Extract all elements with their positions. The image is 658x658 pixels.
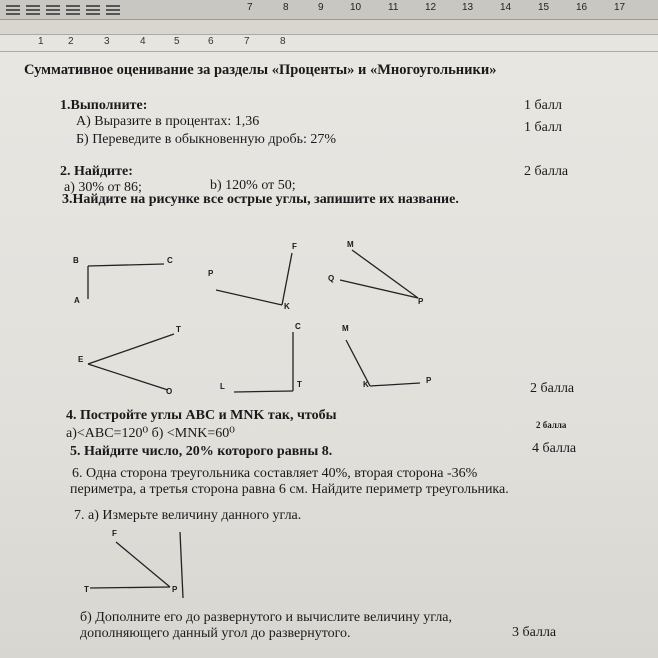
q1-b: Б) Переведите в обыкновенную дробь: 27% xyxy=(76,132,337,147)
angles-figure xyxy=(0,52,658,658)
ruler-top-number: 8 xyxy=(283,2,289,13)
ruler-top-number: 10 xyxy=(350,2,362,13)
align-left-icon[interactable] xyxy=(6,5,20,15)
point-label: E xyxy=(78,355,84,364)
point-label: L xyxy=(220,382,225,391)
q7-b1: б) Дополните его до развернутого и вычислите величину угла, xyxy=(80,610,453,625)
q7-line1: 7. а) Измерьте величину данного угла. xyxy=(74,508,302,523)
horizontal-ruler[interactable] xyxy=(0,34,658,52)
ruler-top-number: 17 xyxy=(614,2,626,13)
q2-b: b) 120% от 50; xyxy=(210,178,296,193)
ruler-top-number: 12 xyxy=(425,2,437,13)
ruler-top-number: 7 xyxy=(247,2,253,13)
align-center-icon[interactable] xyxy=(26,5,40,15)
point-label: Q xyxy=(328,274,335,283)
list-icon[interactable] xyxy=(86,5,100,15)
point-label: P xyxy=(208,269,214,278)
point-label: T xyxy=(297,380,302,389)
align-right-icon[interactable] xyxy=(46,5,60,15)
q2-a: а) 30% от 86; xyxy=(64,180,142,195)
indent-icon[interactable] xyxy=(106,5,120,15)
point-label: C xyxy=(295,322,301,331)
point-label: K xyxy=(284,302,290,311)
point-label: P xyxy=(172,585,178,594)
q4-line: а)<ABC=120⁰ б) <MNK=60⁰ xyxy=(66,426,235,441)
point-label: F xyxy=(112,529,117,538)
ruler-number: 3 xyxy=(104,36,110,47)
q1-header: 1.Выполните: xyxy=(60,98,148,113)
q3-score: 2 балла xyxy=(530,381,575,396)
q2-score: 2 балла xyxy=(524,164,569,179)
ruler-number: 4 xyxy=(140,36,146,47)
ruler-number: 6 xyxy=(208,36,214,47)
ruler-number: 1 xyxy=(38,36,44,47)
q4-score: 2 балла xyxy=(536,420,567,430)
q4-header: 4. Постройте углы АВС и МNK так, чтобы xyxy=(66,408,337,423)
q7-score: 3 балла xyxy=(512,625,557,640)
q6-line1: 6. Одна сторона треугольника составляет 40%, вторая сторона -36% xyxy=(72,466,478,481)
ruler-number: 7 xyxy=(244,36,250,47)
ruler-top-number: 16 xyxy=(576,2,588,13)
q1-a: А) Выразите в процентах: 1,36 xyxy=(76,114,260,129)
ruler-number: 8 xyxy=(280,36,286,47)
q3-header: 3.Найдите на рисунке все острые углы, запишите их название. xyxy=(62,192,459,207)
toolbar xyxy=(0,0,658,20)
ruler-top-number: 13 xyxy=(462,2,474,13)
point-label: P xyxy=(418,297,424,306)
point-label: B xyxy=(73,256,79,265)
point-label: M xyxy=(347,240,354,249)
q5-header: 5. Найдите число, 20% которого равны 8. xyxy=(70,444,333,459)
point-label: T xyxy=(176,325,181,334)
q6-line2: периметра, а третья сторона равна 6 см. Найдите периметр треугольника. xyxy=(70,482,509,497)
point-label: F xyxy=(292,242,297,251)
point-label: K xyxy=(363,380,369,389)
q7-b2: дополняющего данный угол до развернутого. xyxy=(80,626,351,641)
ruler-top-number: 15 xyxy=(538,2,550,13)
point-label: C xyxy=(167,256,173,265)
q1-score-a: 1 балл xyxy=(524,98,562,113)
ruler-top-number: 9 xyxy=(318,2,324,13)
point-label: O xyxy=(166,387,173,396)
q1-score-b: 1 балл xyxy=(524,120,562,135)
document-page xyxy=(0,52,658,658)
justify-icon[interactable] xyxy=(66,5,80,15)
point-label: M xyxy=(342,324,349,333)
point-label: T xyxy=(84,585,89,594)
ruler-number: 2 xyxy=(68,36,74,47)
ruler-number: 5 xyxy=(174,36,180,47)
point-label: A xyxy=(74,296,80,305)
ruler-top-number: 14 xyxy=(500,2,512,13)
ruler-top-number: 11 xyxy=(388,2,399,13)
q5-score: 4 балла xyxy=(532,441,577,456)
page-title: Суммативное оценивание за разделы «Проценты» и «Многоугольники» xyxy=(24,62,497,78)
q2-header: 2. Найдите: xyxy=(60,164,133,179)
point-label: P xyxy=(426,376,432,385)
